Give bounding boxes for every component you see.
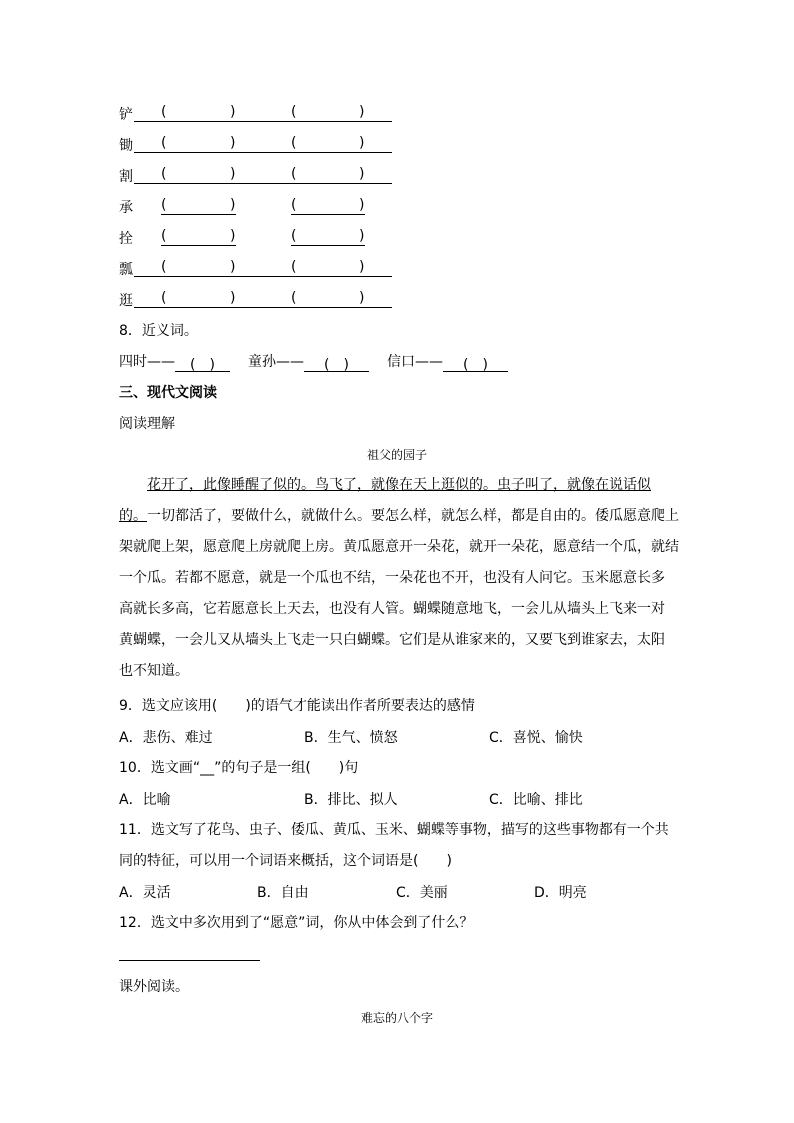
q11-stem-line-1: 11．选文写了花鸟、虫子、倭瓜、黄瓜、玉米、蝴蝶等事物，描写的这些事物都有一个共 — [119, 822, 669, 838]
passage-line: 高就长多高，它若愿意长上天去，也没有人管。蝴蝶随意地飞，一会儿从墙头上飞来一对 — [119, 601, 665, 617]
q9-stem: 9．选文应该用( )的语气才能读出作者所要表达的感情 — [119, 698, 475, 714]
close-paren: ) — [359, 104, 365, 120]
open-paren: ( — [161, 104, 167, 120]
open-paren: ( — [161, 228, 167, 244]
q8-blank-3: ( ) — [443, 355, 508, 372]
passage-title: 祖父的园子 — [366, 448, 427, 462]
passage-line: 的。一切都活了，要做什么，就做什么。要怎么样，就怎么样，都是自由的。倭瓜愿意爬上 — [119, 508, 679, 524]
open-paren: ( — [161, 197, 167, 213]
passage-body — [119, 470, 679, 687]
extra-reading-label: 课外阅读。 — [119, 979, 189, 995]
polyphone-char: 铲 — [119, 107, 133, 123]
open-paren: ( — [291, 259, 297, 275]
open-paren: ( — [291, 228, 297, 244]
open-paren: ( — [291, 166, 297, 182]
close-paren: ) — [359, 166, 365, 182]
open-paren: ( — [291, 135, 297, 151]
polyphone-char: 割 — [119, 169, 133, 185]
q12-stem: 12．选文中多次用到了“愿意”词，你从中体会到了什么？ — [119, 915, 474, 931]
polyphone-char: 承 — [119, 200, 133, 216]
q8-word-3: 信口—— — [387, 354, 443, 370]
q8-synonym-row — [119, 352, 508, 372]
passage-line: 一个瓜。若都不愿意，就是一个瓜也不结，一朵花也不开，也没有人问它。玉米愿意长多 — [119, 570, 665, 586]
q9-option-b[interactable]: B．生气、愤怒 — [304, 730, 398, 746]
q10-stem: 10．选文画“__”的句子是一组( )句 — [119, 760, 359, 776]
extra-reading-title: 难忘的八个字 — [360, 1011, 433, 1025]
open-paren: ( — [161, 135, 167, 151]
q11-option-c[interactable]: C．美丽 — [396, 885, 448, 901]
q11-option-b[interactable]: B．自由 — [257, 885, 309, 901]
q11-option-d[interactable]: D．明亮 — [534, 885, 587, 901]
close-paren: ) — [230, 104, 236, 120]
q8-word-2: 童孙—— — [248, 354, 304, 370]
section-heading: 三、现代文阅读 — [119, 385, 217, 401]
close-paren: ) — [359, 135, 365, 151]
close-paren: ) — [230, 228, 236, 244]
close-paren: ) — [230, 290, 236, 306]
close-paren: ) — [230, 135, 236, 151]
polyphone-char: 瓢 — [119, 262, 133, 278]
q10-option-a[interactable]: A．比喻 — [119, 792, 171, 808]
open-paren: ( — [291, 197, 297, 213]
close-paren: ) — [359, 228, 365, 244]
passage-line: 架就爬上架，愿意爬上房就爬上房。黄瓜愿意开一朵花，就开一朵花，愿意结一个瓜，就结 — [119, 539, 679, 555]
q11-stem-line-2: 同的特征，可以用一个词语来概括，这个词语是( ) — [119, 853, 452, 869]
polyphone-char: 逛 — [119, 293, 133, 309]
passage-line: 也不知道。 — [119, 663, 189, 679]
open-paren: ( — [161, 290, 167, 306]
q8-word-1: 四时—— — [119, 354, 175, 370]
q8-blank-2: ( ) — [304, 355, 369, 372]
open-paren: ( — [291, 104, 297, 120]
q8-blank-1: ( ) — [175, 355, 230, 372]
passage-line: 黄蝴蝶，一会儿又从墙头上飞走一只白蝴蝶。它们是从谁家来的，又要飞到谁家去，太阳 — [119, 632, 665, 648]
close-paren: ) — [230, 197, 236, 213]
section-subheading: 阅读理解 — [119, 416, 175, 432]
q10-option-c[interactable]: C．比喻、排比 — [489, 792, 583, 808]
close-paren: ) — [359, 197, 365, 213]
q9-option-c[interactable]: C．喜悦、愉快 — [489, 730, 583, 746]
open-paren: ( — [161, 166, 167, 182]
close-paren: ) — [230, 259, 236, 275]
passage-line: 花开了，此像睡醒了似的。鸟飞了，就像在天上逛似的。虫子叫了，就像在说话似 — [147, 477, 651, 493]
q9-option-a[interactable]: A．悲伤、难过 — [119, 730, 213, 746]
close-paren: ) — [230, 166, 236, 182]
q8-label: 8．近义词。 — [119, 323, 198, 339]
open-paren: ( — [161, 259, 167, 275]
answer-line[interactable] — [119, 960, 260, 961]
polyphone-char: 拴 — [119, 231, 133, 247]
close-paren: ) — [359, 290, 365, 306]
q11-option-a[interactable]: A．灵活 — [119, 885, 171, 901]
polyphone-char: 锄 — [119, 138, 133, 154]
q10-option-b[interactable]: B．排比、拟人 — [304, 792, 398, 808]
open-paren: ( — [291, 290, 297, 306]
close-paren: ) — [359, 259, 365, 275]
